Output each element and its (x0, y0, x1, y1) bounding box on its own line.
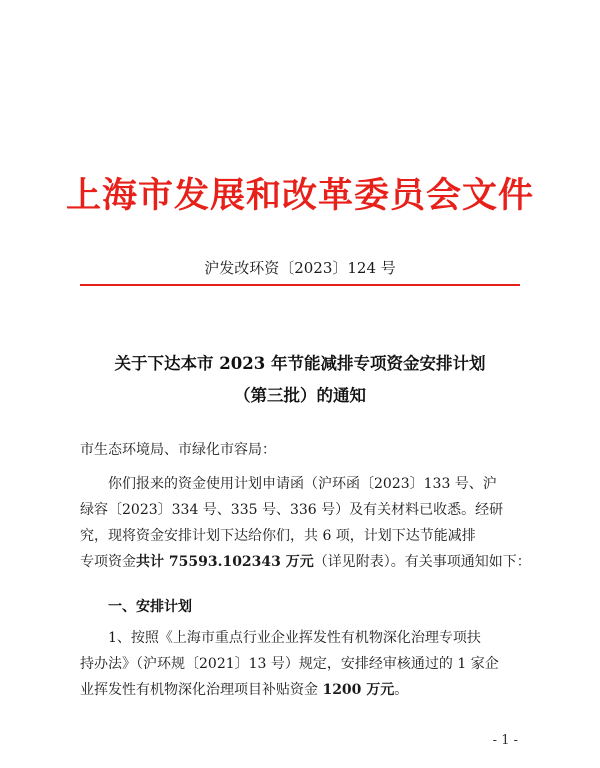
page-number: - 1 - (492, 733, 518, 748)
paragraph-line: 持办法》（沪环规〔2021〕13 号）规定，安排经审核通过的 1 家企 (80, 656, 499, 672)
text-segment: （详见附表）。有关事项通知如下： (313, 554, 531, 570)
notice-title-line-1: 关于下达本市 2023 年节能减排专项资金安排计划 (114, 354, 486, 373)
paragraph-item-1 (80, 625, 520, 703)
notice-title (0, 348, 600, 412)
issuer-heading: 上海市发展和改革委员会文件 (65, 175, 534, 216)
subsidy-amount-bold: 1200 万元 (322, 682, 395, 698)
notice-title-line-2: （第三批）的通知 (234, 386, 366, 405)
text-segment: 。 (394, 682, 409, 698)
document-number: 沪发改环资〔2023〕124 号 (204, 259, 396, 277)
paragraph-intro (80, 471, 531, 575)
paragraph-line: 绿容〔2023〕334 号、335 号、336 号）及有关材料已收悉。经研 (80, 502, 504, 518)
text-segment: 专项资金 (80, 554, 136, 570)
text-segment: 业挥发性有机物深化治理项目补贴资金 (80, 682, 323, 698)
paragraph-line (80, 677, 520, 703)
recipients-line: 市生态环境局、市绿化市容局： (80, 442, 276, 458)
paragraph-line: 1、按照《上海市重点行业企业挥发性有机物深化治理专项扶 (108, 630, 481, 646)
total-amount-bold: 共计 75593.102343 万元 (136, 554, 314, 570)
red-separator-line (80, 284, 520, 286)
paragraph-line: 究，现将资金安排计划下达给你们，共 6 项，计划下达节能减排 (80, 528, 476, 544)
section-heading-plan: 一、安排计划 (108, 599, 192, 615)
paragraph-line (80, 549, 531, 575)
paragraph-line: 你们报来的资金使用计划申请函（沪环函〔2023〕133 号、沪 (108, 476, 497, 492)
